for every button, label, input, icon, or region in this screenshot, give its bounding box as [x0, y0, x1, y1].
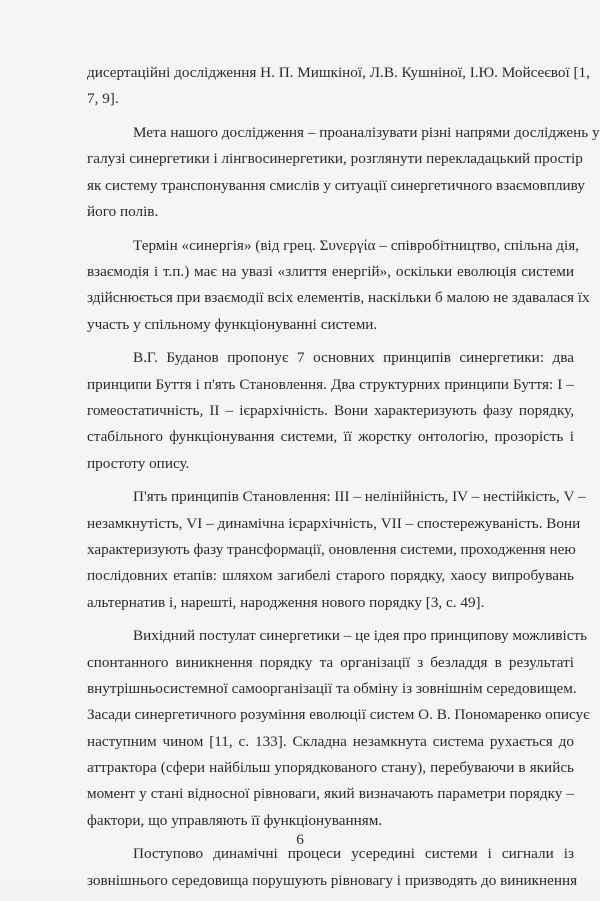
- text-line: Мета нашого дослідження – проаналізувати різні напрями досліджень у: [133, 124, 600, 142]
- text-line: незамкнутість, VI – динамічна ієрархічність, VII – спостережуваність. Вони: [87, 514, 581, 532]
- text-line: взаємодія і т.п.) має на увазі «злиття енергій», оскільки еволюція системи: [87, 263, 574, 281]
- text-line: послідовних етапів: шляхом загибелі старого порядку, хаосу випробувань: [87, 567, 574, 585]
- paragraph-7: [87, 841, 578, 894]
- text-line: здійснюється при взаємодії всіх елементів, наскільки б малою не здавалася їх: [87, 289, 590, 307]
- text-line: Засади синергетичного розуміння еволюції систем О. В. Пономаренко описує: [87, 706, 590, 724]
- text-line: дисертаційні дослідження Н. П. Мишкіної, Л.В. Кушніної, І.Ю. Мойсеєвої [1,: [87, 64, 590, 81]
- body-text: [87, 60, 600, 901]
- text-line: наступним чином [11, с. 133]. Складна незамкнута система рухається до: [87, 732, 574, 750]
- text-line: як систему транспонування смислів у ситуації синергетичного взаємовпливу: [87, 176, 585, 194]
- text-line: фактори, що управляють її функціонуванням.: [87, 811, 383, 829]
- text-line: його полів.: [87, 202, 159, 220]
- paragraph-1: [87, 60, 590, 113]
- text-line: альтернатив і, нарешті, народження нового порядку [3, с. 49].: [87, 593, 485, 611]
- text-line: Вихідний постулат синергетики – це ідея про принципову можливість: [133, 627, 588, 645]
- text-line: Термін «синергія» (від грец. Συνεργία – співробітництво, спільна дія,: [133, 236, 579, 254]
- text-line: спонтанного виникнення порядку та організації з безладдя в результаті: [87, 653, 574, 671]
- text-line: момент у стані відносної рівноваги, який визначають параметри порядку –: [87, 785, 574, 803]
- text-line: В.Г. Буданов пропонує 7 основних принципів синергетики: два: [133, 349, 574, 367]
- text-line: гомеостатичність, II – ієрархічність. Вони характеризують фазу порядку,: [87, 402, 574, 420]
- text-line: внутрішньосистемної самоорганізації та обміну із зовнішнім середовищем.: [87, 680, 577, 698]
- text-line: 7, 9].: [87, 90, 119, 108]
- text-line: стабільного функціонування системи, її жорстку онтологію, прозорість і: [87, 428, 574, 446]
- text-line: Поступово динамічні процеси усередині системи і сигнали із: [133, 845, 574, 863]
- text-line: зовнішнього середовища порушують рівновагу і призводять до виникнення: [87, 871, 578, 889]
- text-line: П'ять принципів Становлення: III – нелінійність, IV – нестійкість, V –: [133, 488, 586, 506]
- paragraph-3: [87, 233, 590, 338]
- text-line: аттрактора (сфери найбільш упорядкованого стану), перебуваючи в якийсь: [87, 758, 574, 776]
- paragraph-5: [87, 484, 586, 615]
- paragraph-2: [87, 120, 600, 225]
- paragraph-6: [87, 623, 590, 833]
- text-line: характеризують фазу трансформації, оновлення системи, проходження нею: [87, 541, 576, 559]
- text-line: участь у спільному функціонуванні системи.: [87, 315, 378, 333]
- text-line: принципи Буття і п'ять Становлення. Два структурних принципи Буття: I –: [87, 375, 574, 393]
- text-line: простоту опису.: [87, 454, 190, 472]
- text-line: галузі синергетики і лінгвосинергетики, розглянути перекладацький простір: [87, 150, 583, 168]
- paragraph-4: [87, 345, 574, 476]
- page-number: 6: [296, 831, 304, 848]
